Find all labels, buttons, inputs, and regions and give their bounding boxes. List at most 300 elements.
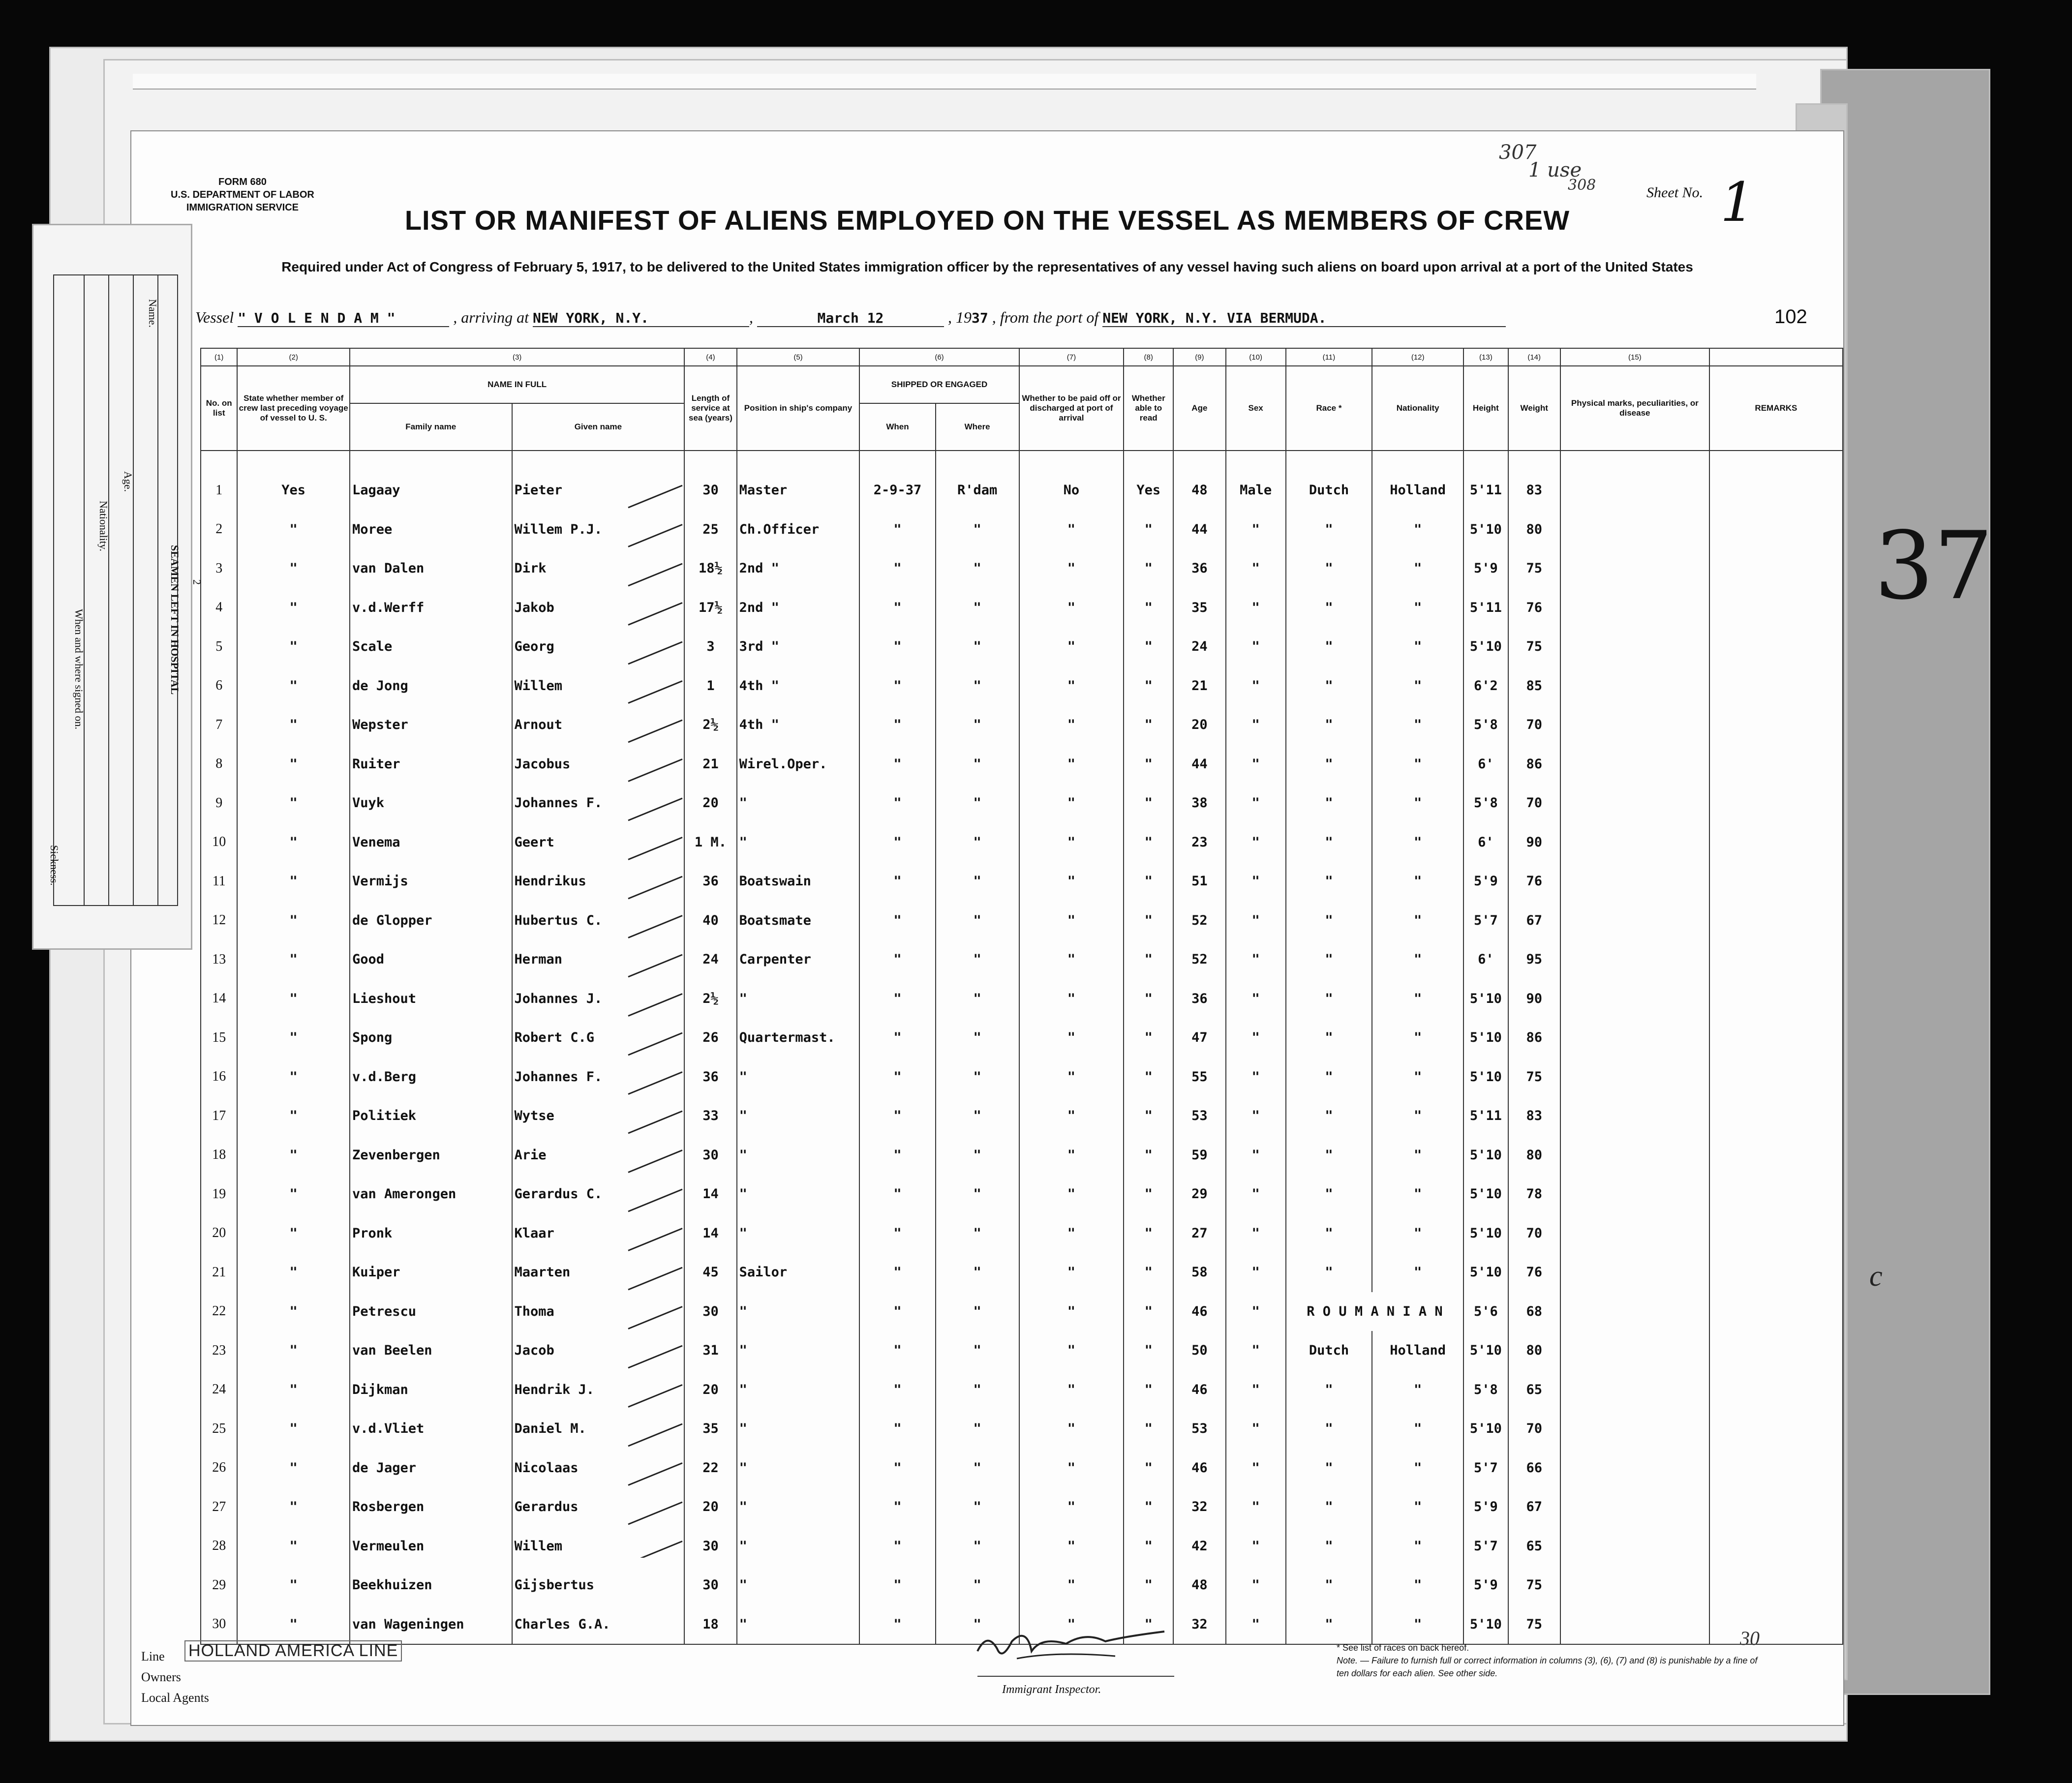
cell-no: 3 xyxy=(201,549,237,588)
cell-paid-off: " xyxy=(1019,823,1124,862)
cell-height: 5'10 xyxy=(1463,1605,1508,1645)
cell-paid-off: " xyxy=(1019,1487,1124,1527)
cell-no: 4 xyxy=(201,588,237,628)
cell-physical-marks xyxy=(1560,1058,1709,1097)
handwritten-sheet-note: 307 1 use 308 xyxy=(1499,141,1596,194)
cell-sex: " xyxy=(1226,1527,1286,1566)
cell-able-read: " xyxy=(1124,1175,1173,1214)
cell-service: 30 xyxy=(684,1136,736,1175)
cell-height: 5'11 xyxy=(1463,588,1508,628)
cell-nationality: " xyxy=(1372,705,1463,745)
cell-age: 29 xyxy=(1173,1175,1225,1214)
cell-height: 5'9 xyxy=(1463,1566,1508,1605)
cell-paid-off: " xyxy=(1019,666,1124,706)
cell-physical-marks xyxy=(1560,1331,1709,1370)
service-check-mark xyxy=(628,603,682,625)
cell-given-name: Willem xyxy=(512,666,685,706)
cell-where: " xyxy=(936,823,1019,862)
cell-position: " xyxy=(737,1058,860,1097)
cell-remarks xyxy=(1709,666,1843,706)
cell-family-name: Lieshout xyxy=(350,979,512,1019)
cell-remarks xyxy=(1709,1018,1843,1058)
service-check-mark xyxy=(628,681,682,703)
cell-family-name: Vermijs xyxy=(350,862,512,901)
cell-family-name: van Beelen xyxy=(350,1331,512,1370)
cell-family-name: de Glopper xyxy=(350,901,512,940)
vessel-line: Vessel " V O L E N D A M " , arriving at NEW YORK, N.Y. , March 12 , 1937 , from the port of NEW YORK, N.Y. VIA BERMUDA. xyxy=(195,308,1506,327)
cell-nationality: " xyxy=(1372,1214,1463,1253)
cell-last-voyage: " xyxy=(237,627,350,666)
cell-no: 16 xyxy=(201,1058,237,1097)
cell-last-voyage: " xyxy=(237,901,350,940)
cell-last-voyage: " xyxy=(237,1370,350,1410)
cell-remarks xyxy=(1709,1292,1843,1331)
cell-service: 22 xyxy=(684,1449,736,1488)
cell-family-name: v.d.Werff xyxy=(350,588,512,628)
table-row xyxy=(201,1409,1843,1449)
cell-given-name: Johannes F. xyxy=(512,784,685,823)
cell-where: " xyxy=(936,784,1019,823)
cell-able-read: " xyxy=(1124,901,1173,940)
cell-weight: 65 xyxy=(1508,1527,1560,1566)
col-when: When xyxy=(859,403,935,451)
table-row xyxy=(201,1096,1843,1136)
cell-sex: " xyxy=(1226,979,1286,1019)
cell-last-voyage: " xyxy=(237,823,350,862)
cell-when: " xyxy=(859,1058,935,1097)
local-agents-label: Local Agents xyxy=(141,1691,209,1705)
hospital-slip-grid xyxy=(53,274,178,906)
cell-no: 25 xyxy=(201,1409,237,1449)
cell-paid-off: " xyxy=(1019,940,1124,979)
table-row xyxy=(201,862,1843,901)
cell-nationality: " xyxy=(1372,784,1463,823)
cell-last-voyage: " xyxy=(237,1487,350,1527)
cell-remarks xyxy=(1709,901,1843,940)
cell-service: 36 xyxy=(684,862,736,901)
cell-sex: " xyxy=(1226,705,1286,745)
cell-race: " xyxy=(1286,901,1372,940)
cell-sex: " xyxy=(1226,940,1286,979)
cell-physical-marks xyxy=(1560,588,1709,628)
cell-weight: 83 xyxy=(1508,451,1560,510)
cell-when: " xyxy=(859,1175,935,1214)
cell-no: 12 xyxy=(201,901,237,940)
arrival-port: NEW YORK, N.Y. xyxy=(533,310,749,327)
cell-service: 2½ xyxy=(684,705,736,745)
cell-sex: " xyxy=(1226,1214,1286,1253)
cell-physical-marks xyxy=(1560,1214,1709,1253)
cell-weight: 75 xyxy=(1508,1566,1560,1605)
cell-no: 8 xyxy=(201,745,237,784)
cell-family-name: van Dalen xyxy=(350,549,512,588)
cell-when: " xyxy=(859,705,935,745)
cell-height: 5'8 xyxy=(1463,1370,1508,1410)
cell-nationality: Holland xyxy=(1372,451,1463,510)
cell-when: " xyxy=(859,1018,935,1058)
penalty-note: Note. — Failure to furnish full or correct information in columns (3), (6), (7) and (8) is punishable by a fine of ten dollars for each alien. See other side. xyxy=(1337,1656,1758,1678)
cell-paid-off: " xyxy=(1019,549,1124,588)
col-height: Height xyxy=(1463,366,1508,451)
cell-no: 22 xyxy=(201,1292,237,1331)
cell-family-name: Good xyxy=(350,940,512,979)
table-row xyxy=(201,666,1843,706)
cell-family-name: Wepster xyxy=(350,705,512,745)
cell-family-name: Beekhuizen xyxy=(350,1566,512,1605)
cell-able-read: " xyxy=(1124,549,1173,588)
cell-last-voyage: " xyxy=(237,1566,350,1605)
cell-position: " xyxy=(737,1487,860,1527)
cell-paid-off: " xyxy=(1019,1096,1124,1136)
cell-family-name: de Jong xyxy=(350,666,512,706)
cell-age: 36 xyxy=(1173,979,1225,1019)
cell-remarks xyxy=(1709,1370,1843,1410)
cell-where: " xyxy=(936,1527,1019,1566)
cell-family-name: Vermeulen xyxy=(350,1527,512,1566)
cell-given-name: Hendrikus xyxy=(512,862,685,901)
table-row xyxy=(201,1253,1843,1292)
cell-race: Dutch xyxy=(1286,1331,1372,1370)
col-shipped: SHIPPED OR ENGAGED xyxy=(859,366,1019,403)
cell-where: " xyxy=(936,549,1019,588)
cell-service: 24 xyxy=(684,940,736,979)
cell-physical-marks xyxy=(1560,1566,1709,1605)
cell-no: 14 xyxy=(201,979,237,1019)
col-weight: Weight xyxy=(1508,366,1560,451)
cell-paid-off: No xyxy=(1019,451,1124,510)
cell-age: 53 xyxy=(1173,1409,1225,1449)
table-row xyxy=(201,1058,1843,1097)
table-row xyxy=(201,1214,1843,1253)
cell-when: " xyxy=(859,901,935,940)
cell-where: " xyxy=(936,1214,1019,1253)
cell-nationality: " xyxy=(1372,1136,1463,1175)
cell-paid-off: " xyxy=(1019,1136,1124,1175)
cell-weight: 75 xyxy=(1508,1605,1560,1645)
cell-family-name: Scale xyxy=(350,627,512,666)
cell-able-read: " xyxy=(1124,1331,1173,1370)
cell-able-read: " xyxy=(1124,784,1173,823)
cell-given-name: Willem P.J. xyxy=(512,510,685,549)
cell-race: " xyxy=(1286,1449,1372,1488)
cell-physical-marks xyxy=(1560,901,1709,940)
cell-nationality: " xyxy=(1372,1449,1463,1488)
vessel-name: " V O L E N D A M " xyxy=(238,310,449,327)
cell-remarks xyxy=(1709,1136,1843,1175)
inspector-line xyxy=(977,1676,1174,1677)
cell-no: 17 xyxy=(201,1096,237,1136)
cell-nationality: " xyxy=(1372,1253,1463,1292)
cell-service: 20 xyxy=(684,1370,736,1410)
service-check-mark xyxy=(628,1268,682,1290)
table-row xyxy=(201,1175,1843,1214)
cell-age: 59 xyxy=(1173,1136,1225,1175)
cell-age: 50 xyxy=(1173,1331,1225,1370)
cell-race: " xyxy=(1286,1527,1372,1566)
cell-remarks xyxy=(1709,823,1843,862)
cell-sex: " xyxy=(1226,1370,1286,1410)
cell-remarks xyxy=(1709,784,1843,823)
cell-where: " xyxy=(936,705,1019,745)
cell-given-name: Arie xyxy=(512,1136,685,1175)
col-race: Race * xyxy=(1286,366,1372,451)
cell-nationality: " xyxy=(1372,1487,1463,1527)
cell-when: " xyxy=(859,1292,935,1331)
cell-position: 4th " xyxy=(737,666,860,706)
cell-race: " xyxy=(1286,666,1372,706)
cell-height: 5'6 xyxy=(1463,1292,1508,1331)
cell-where: " xyxy=(936,745,1019,784)
cell-family-name: van Wageningen xyxy=(350,1605,512,1645)
service-check-mark xyxy=(628,916,682,938)
cell-able-read: " xyxy=(1124,627,1173,666)
cell-no: 26 xyxy=(201,1449,237,1488)
cell-remarks xyxy=(1709,1605,1843,1645)
service-check-mark xyxy=(628,1150,682,1173)
cell-age: 44 xyxy=(1173,745,1225,784)
cell-race: " xyxy=(1286,1253,1372,1292)
cell-where: " xyxy=(936,1449,1019,1488)
cell-race: " xyxy=(1286,588,1372,628)
cell-height: 6' xyxy=(1463,940,1508,979)
cell-physical-marks xyxy=(1560,510,1709,549)
owners-label: Owners xyxy=(141,1670,181,1684)
cell-last-voyage: " xyxy=(237,1253,350,1292)
line-label: Line xyxy=(141,1649,165,1663)
cell-given-name: Gerardus C. xyxy=(512,1175,685,1214)
cell-weight: 66 xyxy=(1508,1449,1560,1488)
table-row xyxy=(201,745,1843,784)
cell-race: " xyxy=(1286,627,1372,666)
service-check-mark xyxy=(628,1502,682,1524)
cell-position: " xyxy=(737,1175,860,1214)
cell-when: " xyxy=(859,1136,935,1175)
cell-weight: 86 xyxy=(1508,745,1560,784)
cell-service: 26 xyxy=(684,1018,736,1058)
cell-given-name: Geert xyxy=(512,823,685,862)
cell-when: " xyxy=(859,1331,935,1370)
service-check-mark xyxy=(628,1385,682,1407)
slip-col-name: Name. xyxy=(147,299,159,328)
cell-weight: 65 xyxy=(1508,1370,1560,1410)
cell-age: 24 xyxy=(1173,627,1225,666)
cell-able-read: " xyxy=(1124,510,1173,549)
cell-height: 5'10 xyxy=(1463,1058,1508,1097)
cell-nationality: " xyxy=(1372,549,1463,588)
cell-position: Boatswain xyxy=(737,862,860,901)
cell-nationality: " xyxy=(1372,1605,1463,1645)
manifest-form xyxy=(130,130,1844,1726)
cell-no: 10 xyxy=(201,823,237,862)
cell-weight: 95 xyxy=(1508,940,1560,979)
cell-where: R'dam xyxy=(936,451,1019,510)
cell-age: 48 xyxy=(1173,1566,1225,1605)
race-note: * See list of races on back hereof. xyxy=(1337,1643,1469,1653)
manifest-rows xyxy=(201,451,1843,1644)
cell-nationality: " xyxy=(1372,940,1463,979)
cell-height: 5'10 xyxy=(1463,1018,1508,1058)
cell-race: " xyxy=(1286,862,1372,901)
cell-paid-off: " xyxy=(1019,1527,1124,1566)
cell-service: 20 xyxy=(684,1487,736,1527)
cell-physical-marks xyxy=(1560,1018,1709,1058)
cell-nationality: " xyxy=(1372,1527,1463,1566)
cell-given-name: Pieter xyxy=(512,451,685,510)
cell-family-name: Zevenbergen xyxy=(350,1136,512,1175)
cell-position: " xyxy=(737,1292,860,1331)
cell-family-name: Petrescu xyxy=(350,1292,512,1331)
cell-last-voyage: " xyxy=(237,1058,350,1097)
col-given-name: Given name xyxy=(512,403,685,451)
service-check-mark xyxy=(628,1111,682,1133)
cell-nationality: " xyxy=(1372,1058,1463,1097)
cell-no: 1 xyxy=(201,451,237,510)
cell-physical-marks xyxy=(1560,979,1709,1019)
service-check-mark xyxy=(628,798,682,820)
cell-race: " xyxy=(1286,1175,1372,1214)
table-row xyxy=(201,627,1843,666)
cell-height: 5'9 xyxy=(1463,862,1508,901)
service-check-mark xyxy=(628,838,682,860)
cell-last-voyage: " xyxy=(237,549,350,588)
cell-no: 21 xyxy=(201,1253,237,1292)
cell-remarks xyxy=(1709,940,1843,979)
cell-no: 27 xyxy=(201,1487,237,1527)
cell-when: " xyxy=(859,1096,935,1136)
cell-age: 36 xyxy=(1173,549,1225,588)
cell-where: " xyxy=(936,979,1019,1019)
col-family-name: Family name xyxy=(350,403,512,451)
table-row xyxy=(201,1331,1843,1370)
cell-remarks xyxy=(1709,1487,1843,1527)
cell-paid-off: " xyxy=(1019,862,1124,901)
cell-paid-off: " xyxy=(1019,784,1124,823)
cell-sex: " xyxy=(1226,1292,1286,1331)
col-physical-marks: Physical marks, peculiarities, or disease xyxy=(1560,366,1709,451)
cell-nationality: " xyxy=(1372,1370,1463,1410)
cell-physical-marks xyxy=(1560,705,1709,745)
cell-service: 30 xyxy=(684,1527,736,1566)
cell-race: " xyxy=(1286,1096,1372,1136)
cell-sex: " xyxy=(1226,901,1286,940)
cell-sex: " xyxy=(1226,1175,1286,1214)
cell-able-read: Yes xyxy=(1124,451,1173,510)
cell-sex: " xyxy=(1226,1605,1286,1645)
cell-family-name: van Amerongen xyxy=(350,1175,512,1214)
cell-weight: 75 xyxy=(1508,1058,1560,1097)
cell-sex: " xyxy=(1226,1487,1286,1527)
slip-col-signed-on: When and where signed on. xyxy=(73,609,85,729)
cell-weight: 90 xyxy=(1508,823,1560,862)
service-check-mark xyxy=(628,1346,682,1368)
cell-height: 5'8 xyxy=(1463,784,1508,823)
cell-when: " xyxy=(859,510,935,549)
cell-height: 5'10 xyxy=(1463,1214,1508,1253)
cell-when: " xyxy=(859,823,935,862)
cell-nationality: " xyxy=(1372,1175,1463,1214)
footnotes xyxy=(1337,1641,1769,1680)
cell-height: 5'9 xyxy=(1463,549,1508,588)
cell-where: " xyxy=(936,862,1019,901)
cell-age: 55 xyxy=(1173,1058,1225,1097)
cell-age: 35 xyxy=(1173,588,1225,628)
col-name-in-full: NAME IN FULL xyxy=(350,366,684,403)
hospital-slip-number: 2 xyxy=(191,579,203,585)
cell-height: 5'11 xyxy=(1463,1096,1508,1136)
cell-paid-off: " xyxy=(1019,510,1124,549)
cell-given-name: Klaar xyxy=(512,1214,685,1253)
cell-weight: 85 xyxy=(1508,666,1560,706)
cell-no: 28 xyxy=(201,1527,237,1566)
cell-family-name: Ruiter xyxy=(350,745,512,784)
cell-physical-marks xyxy=(1560,1605,1709,1645)
cell-height: 5'10 xyxy=(1463,979,1508,1019)
cell-physical-marks xyxy=(1560,1487,1709,1527)
cell-no: 5 xyxy=(201,627,237,666)
cell-last-voyage: " xyxy=(237,510,350,549)
cell-remarks xyxy=(1709,745,1843,784)
cell-last-voyage: " xyxy=(237,588,350,628)
table-row xyxy=(201,979,1843,1019)
cell-remarks xyxy=(1709,862,1843,901)
cell-height: 5'10 xyxy=(1463,1331,1508,1370)
cell-weight: 70 xyxy=(1508,784,1560,823)
arrival-year: 37 xyxy=(971,310,988,326)
cell-service: 30 xyxy=(684,1566,736,1605)
service-check-mark xyxy=(628,642,682,664)
cell-race: " xyxy=(1286,549,1372,588)
cell-able-read: " xyxy=(1124,823,1173,862)
col-paid-off: Whether to be paid off or discharged at port of arrival xyxy=(1019,366,1124,451)
cell-no: 6 xyxy=(201,666,237,706)
table-row xyxy=(201,784,1843,823)
cell-service: 18½ xyxy=(684,549,736,588)
cell-last-voyage: " xyxy=(237,1292,350,1331)
cell-weight: 86 xyxy=(1508,1018,1560,1058)
cell-nationality: " xyxy=(1372,745,1463,784)
cell-position: Carpenter xyxy=(737,940,860,979)
cell-able-read: " xyxy=(1124,1096,1173,1136)
cell-paid-off: " xyxy=(1019,627,1124,666)
table-row xyxy=(201,1566,1843,1605)
cell-height: 5'10 xyxy=(1463,1136,1508,1175)
cell-service: 17½ xyxy=(684,588,736,628)
cell-physical-marks xyxy=(1560,823,1709,862)
cell-able-read: " xyxy=(1124,1136,1173,1175)
margin-number: 37 xyxy=(1874,512,1993,620)
cell-height: 5'10 xyxy=(1463,510,1508,549)
cell-where: " xyxy=(936,1331,1019,1370)
cell-position: " xyxy=(737,1096,860,1136)
cell-weight: 75 xyxy=(1508,549,1560,588)
arriving-label: , arriving at xyxy=(453,308,529,326)
cell-physical-marks xyxy=(1560,1175,1709,1214)
cell-physical-marks xyxy=(1560,1292,1709,1331)
reference-number: 102 xyxy=(1774,306,1807,328)
table-row xyxy=(201,451,1843,510)
cell-physical-marks xyxy=(1560,1096,1709,1136)
cell-when: " xyxy=(859,1253,935,1292)
cell-remarks xyxy=(1709,1175,1843,1214)
cell-physical-marks xyxy=(1560,1527,1709,1566)
cell-nationality: " xyxy=(1372,627,1463,666)
service-check-mark xyxy=(628,1424,682,1446)
cell-remarks xyxy=(1709,1058,1843,1097)
cell-sex: " xyxy=(1226,1018,1286,1058)
cell-able-read: " xyxy=(1124,1449,1173,1488)
cell-able-read: " xyxy=(1124,745,1173,784)
cell-last-voyage: " xyxy=(237,1136,350,1175)
